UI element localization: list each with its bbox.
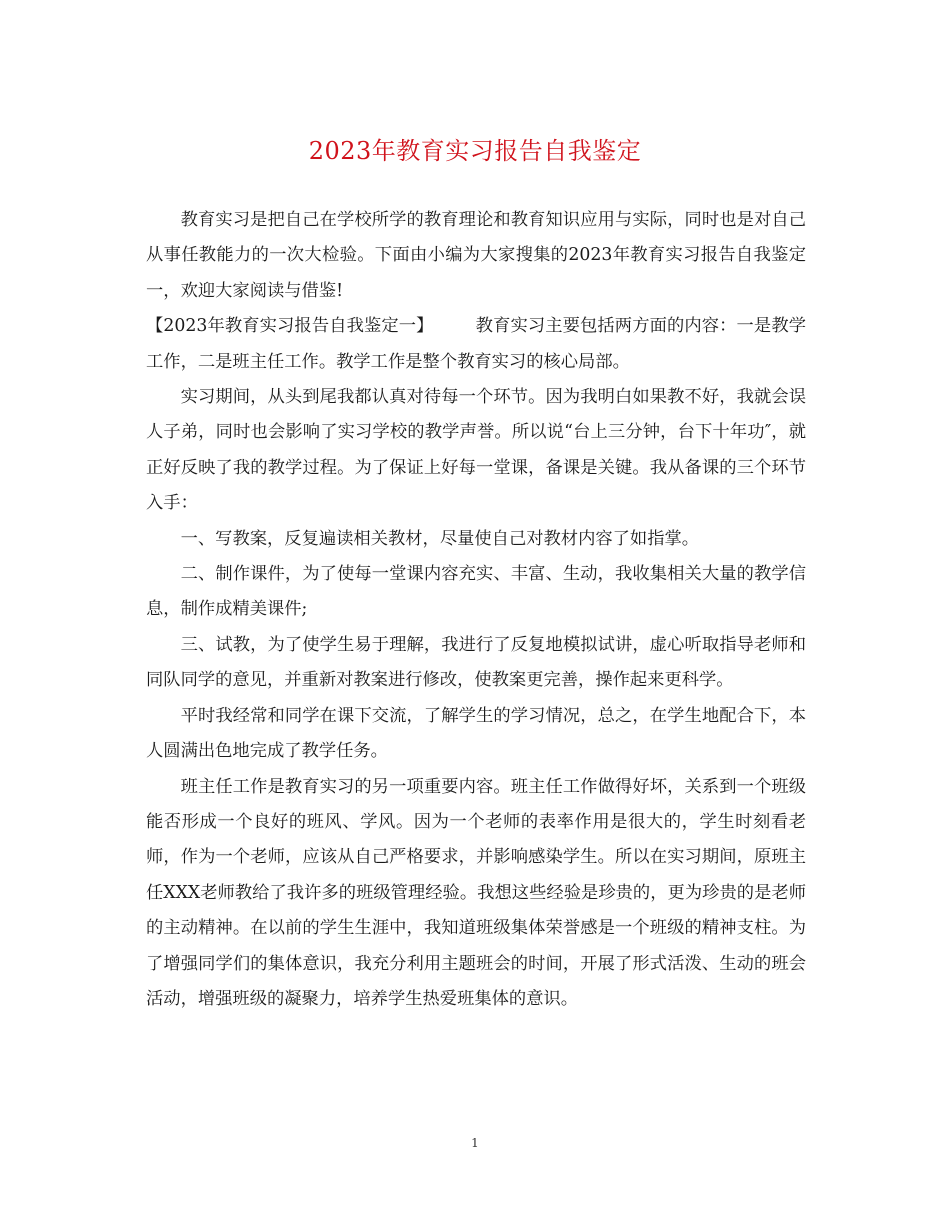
- intro-paragraph: 教育实习是把自己在学校所学的教育理论和教育知识应用与实际，同时也是对自己从事任教能力的一次大检验。下面由小编为大家搜集的2023年教育实习报告自我鉴定一，欢迎大家阅读与借鉴!: [146, 210, 806, 301]
- paragraph-communication: 平时我经常和同学在课下交流，了解学生的学习情况，总之，在学生地配合下，本人圆满出色地完成了教学任务。: [146, 705, 806, 762]
- paragraph-step-three: 三、试教，为了使学生易于理解，我进行了反复地模拟试讲，虚心听取指导老师和同队同学的意见，并重新对教案进行修改，使教案更完善，操作起来更科学。: [146, 634, 806, 691]
- section-heading: 【2023年教育实习报告自我鉴定一】: [146, 316, 434, 337]
- section-intro: 教育实习主要包括两方面的内容：一是教学工作，二是班主任工作。教学工作是整个教育实习的核心局部。: [146, 316, 806, 372]
- document-title: 2023年教育实习报告自我鉴定: [308, 137, 642, 165]
- section-paragraph: [146, 309, 806, 380]
- document-body: [146, 203, 806, 1017]
- paragraph-class-teacher: 班主任工作是教育实习的另一项重要内容。班主任工作做得好坏，关系到一个班级能否形成一个良好的班风、学风。因为一个老师的表率作用是很大的，学生时刻看老师，作为一个老师，应该从自己严格要求，并影响感染学生。所以在实习期间，原班主任XXX老师教给了我许多的班级管理经验。我想这些经验是珍贵的，更为珍贵的是老师的主动精神。在以前的学生生涯中，我知道班级集体荣誉感是一个班级的精神支柱。为了增强同学们的集体意识，我充分利用主题班会的时间，开展了形式活泼、生动的班会活动，增强班级的凝聚力，培养学生热爱班集体的意识。: [146, 776, 806, 1009]
- paragraph-step-one: 一、写教案，反复遍读相关教材，尽量使自己对教材内容了如指掌。: [180, 528, 700, 549]
- paragraph-step-two: 二、制作课件，为了使每一堂课内容充实、丰富、生动，我收集相关大量的教学信息，制作成精美课件;: [146, 564, 806, 620]
- paragraph-lesson-prep: 实习期间，从头到尾我都认真对待每一个环节。因为我明白如果教不好，我就会误人子弟，同时也会影响了实习学校的教学声誉。所以说“台上三分钟，台下十年功″，就正好反映了我的教学过程。为了保证上好每一堂课，备课是关键。我从备课的三个环节入手：: [146, 387, 806, 514]
- page-number: 1: [471, 1136, 479, 1150]
